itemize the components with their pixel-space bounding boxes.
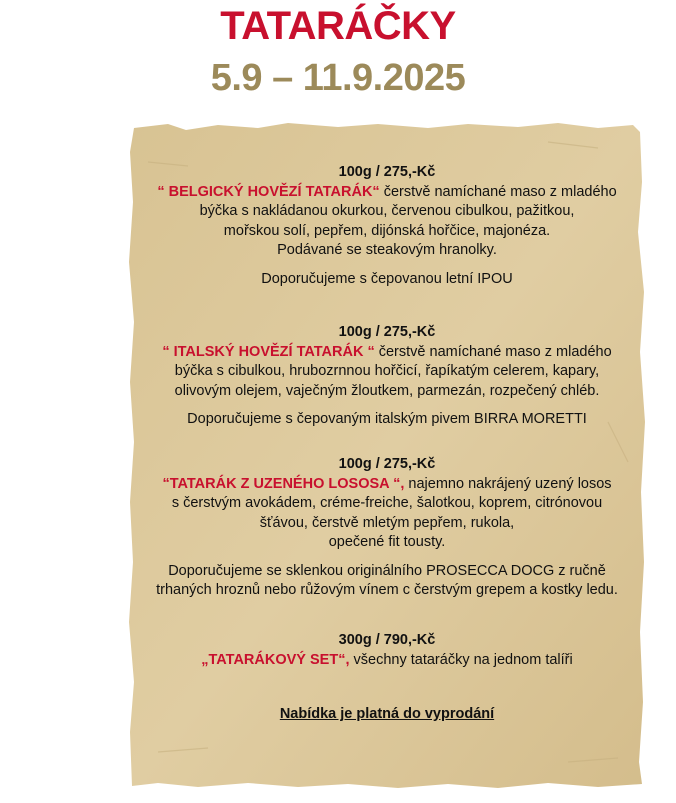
item-recommendation: Doporučujeme s čepovaným italským pivem BIRRA MORETTI [187,411,587,427]
page-title: TATARÁČKY [220,4,456,48]
item-desc-line: olivovým olejem, vaječným žloutkem, parmezán, rozpečený chléb. [174,382,600,399]
menu-item-set [128,631,646,670]
item-recommendation: Doporučujeme s čepovanou letní IPOU [261,270,513,287]
item-desc-line: býčka s cibulkou, hrubozrnnou hořčicí, řapíkatým celerem, kapary, [174,363,600,379]
menu-item-salmon [128,455,646,601]
item-recommendation-line: trhaných hroznů nebo růžovým vínem c čerstvým grepem a kostky ledu. [156,582,618,598]
item-desc-first: najemno nakrájený uzený losos [404,475,612,492]
item-price: 100g / 275,-Kč [338,324,436,340]
date-range: 5.9 – 11.9.2025 [210,57,466,99]
item-desc-line: Podávané se steakovým hranolky. [277,242,497,258]
item-desc-line: šťávou, čerstvě mletým pepřem, rukola, [259,514,515,531]
item-recommendation: Doporučujeme se sklenkou originálního PROSECCA DOCG z ručně [168,562,606,579]
item-desc-line: mořskou solí, pepřem, dijónská hořčice, majonéza. [223,222,551,239]
menu-content [128,122,646,790]
item-desc-first: čerstvě namíchané maso z mladého [374,343,612,360]
availability-note: Nabídka je platná do vyprodání [279,706,495,722]
item-name: “TATARÁK Z UZENÉHO LOSOSA “, [162,475,405,492]
item-name-line [128,651,646,671]
item-price: 100g / 275,-Kč [338,164,436,180]
item-name-line [128,183,646,203]
item-desc-first: všechny tataráčky na jednom talíři [349,651,573,668]
item-name-line [128,343,646,363]
item-name: “ ITALSKÝ HOVĚZÍ TATARÁK “ [162,343,375,360]
item-desc-line: opečené fit tousty. [328,534,446,550]
item-price: 300g / 790,-Kč [338,632,436,648]
item-name-line [128,475,646,495]
item-price: 100g / 275,-Kč [338,456,436,472]
item-desc-line: býčka s nakládanou okurkou, červenou cibulkou, pažitkou, [199,203,575,219]
menu-item-belgian [128,163,646,289]
item-name: „TATARÁKOVÝ SET“, [201,651,350,668]
item-desc-first: čerstvě namíchané maso z mladého [379,183,617,200]
item-desc-line: s čerstvým avokádem, créme-freiche, šalotkou, koprem, citrónovou [171,495,603,511]
item-name: “ BELGICKÝ HOVĚZÍ TATARÁK“ [157,183,380,200]
menu-item-italian [128,323,646,430]
